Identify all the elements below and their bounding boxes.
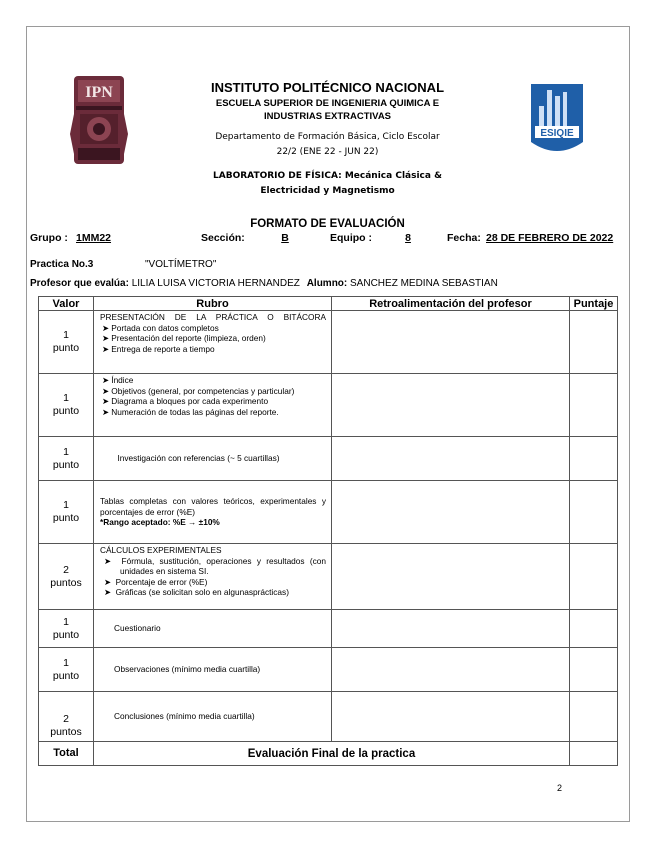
total-row [39,742,618,766]
list-item: ➤ Numeración de todas las páginas del reporte. [102,406,279,417]
school-name [0,97,655,123]
rubro-text: Observaciones (mínimo media cuartilla) [114,664,261,675]
rubro-note: *Rango aceptado: %E → ±10% [100,517,220,528]
total-score-cell[interactable] [570,742,618,766]
header-rubro: Rubro [94,297,332,311]
esiqie-logo-text: ESIQIE [540,128,574,139]
feedback-cell[interactable] [332,374,570,437]
row-rubro [94,692,332,742]
institution-title: INSTITUTO POLITÉCNICO NACIONAL [210,80,445,95]
row-value: 1 punto [39,648,94,692]
table-row [39,374,618,437]
row-value: 2 puntos [39,692,94,742]
score-cell[interactable] [570,648,618,692]
list-item: ➤ Gráficas (se solicitan solo en algunasprácticas) [104,587,289,597]
school-line-1: ESCUELA SUPERIOR DE INGENIERIA QUIMICA E [215,98,440,109]
profesor-label: Profesor que evalúa: [30,278,129,289]
practica-name: "VOLTÍMETRO" [145,259,217,270]
feedback-cell[interactable] [332,648,570,692]
table-header-row [39,297,618,311]
row-rubro [94,437,332,481]
row-value: 2 puntos [39,544,94,610]
row-rubro [94,311,332,374]
list-item: ➤ Entrega de reporte a tiempo [102,343,215,354]
lab-line-1: LABORATORIO DE FÍSICA: Mecánica Clásica & [213,171,442,181]
score-cell[interactable] [570,610,618,648]
profesor-value: LILIA LUISA VICTORIA HERNANDEZ [131,278,300,289]
row-value: 1 punto [39,437,94,481]
row-rubro [94,544,332,610]
department-line-1: Departamento de Formación Básica, Ciclo Escolar [215,132,440,142]
header-puntaje: Puntaje [570,297,618,311]
laboratory [0,169,655,199]
row-rubro [94,610,332,648]
row-rubro [94,648,332,692]
row-value: 1 punto [39,610,94,648]
list-item: ➤ Presentación del reporte (limpieza, orden) [102,333,266,343]
practica-label: Practica No.3 [30,259,94,270]
list-item: ➤ Porcentaje de error (%E) [104,576,208,587]
rubro-text: Conclusiones (mínimo media cuartilla) [114,711,255,722]
table-row [39,544,618,610]
alumno-label: Alumno: [306,278,348,289]
page-number: 2 [557,783,563,793]
list-item: ➤ Portada con datos completos [102,322,219,333]
row-rubro [94,374,332,437]
score-cell[interactable] [570,374,618,437]
feedback-cell[interactable] [332,481,570,544]
table-row [39,437,618,481]
list-item: ➤ Fórmula, sustitución, operaciones y resultados (con unidades en sistema SI. [104,555,326,576]
list-item: ➤ Objetivos (general, por competencias y particular) [102,385,295,396]
final-evaluation-label: Evaluación Final de la practica [94,742,570,766]
fecha-value: 28 DE FEBRERO DE 2022 [486,232,614,244]
rubro-title: PRESENTACIÓN DE LA PRÁCTICA O BITÁCORA [100,312,326,322]
alumno-value: SANCHEZ MEDINA SEBASTIAN [350,278,498,289]
score-cell[interactable] [570,544,618,610]
rubro-text: Tablas completas con valores teóricos, experimentales y porcentajes de error (%E) [100,496,326,517]
table-row [39,311,618,374]
equipo-label: Equipo : [330,232,372,244]
profesor-alumno-line [30,278,498,289]
rubro-text: Investigación con referencias (~ 5 cuartillas) [117,453,280,464]
feedback-cell[interactable] [332,692,570,742]
row-rubro [94,481,332,544]
row-value: 1 punto [39,374,94,437]
feedback-cell[interactable] [332,610,570,648]
feedback-cell[interactable] [332,311,570,374]
rubro-text: Cuestionario [114,623,161,634]
header-valor: Valor [39,297,94,311]
table-row [39,610,618,648]
table-row [39,648,618,692]
seccion-label: Sección: [201,232,245,244]
ipn-logo-text: IPN [85,84,113,101]
table-row [39,481,618,544]
grupo-label: Grupo : [30,232,68,244]
school-line-2: INDUSTRIAS EXTRACTIVAS [263,111,392,122]
seccion-value: B [281,232,289,244]
grupo-value: 1MM22 [76,232,112,244]
score-cell[interactable] [570,692,618,742]
feedback-cell[interactable] [332,544,570,610]
department [0,130,655,160]
header-retroalimentacion: Retroalimentación del profesor [332,297,570,311]
score-cell[interactable] [570,311,618,374]
lab-line-2: Electricidad y Magnetismo [260,186,395,196]
department-line-2: 22/2 (ENE 22 - JUN 22) [276,147,379,157]
form-title: FORMATO DE EVALUACIÓN [250,218,405,230]
table-row [39,692,618,742]
list-item: ➤ Diagrama a bloques por cada experimento [102,396,269,406]
equipo-value: 8 [405,232,411,244]
rubro-title: CÁLCULOS EXPERIMENTALES [100,545,222,555]
score-cell[interactable] [570,481,618,544]
fecha-label: Fecha: [447,232,481,244]
row-value: 1 punto [39,311,94,374]
total-label: Total [39,742,94,766]
list-item: ➤ Índice [102,375,134,385]
evaluation-table [38,296,618,766]
row-value: 1 punto [39,481,94,544]
score-cell[interactable] [570,437,618,481]
feedback-cell[interactable] [332,437,570,481]
